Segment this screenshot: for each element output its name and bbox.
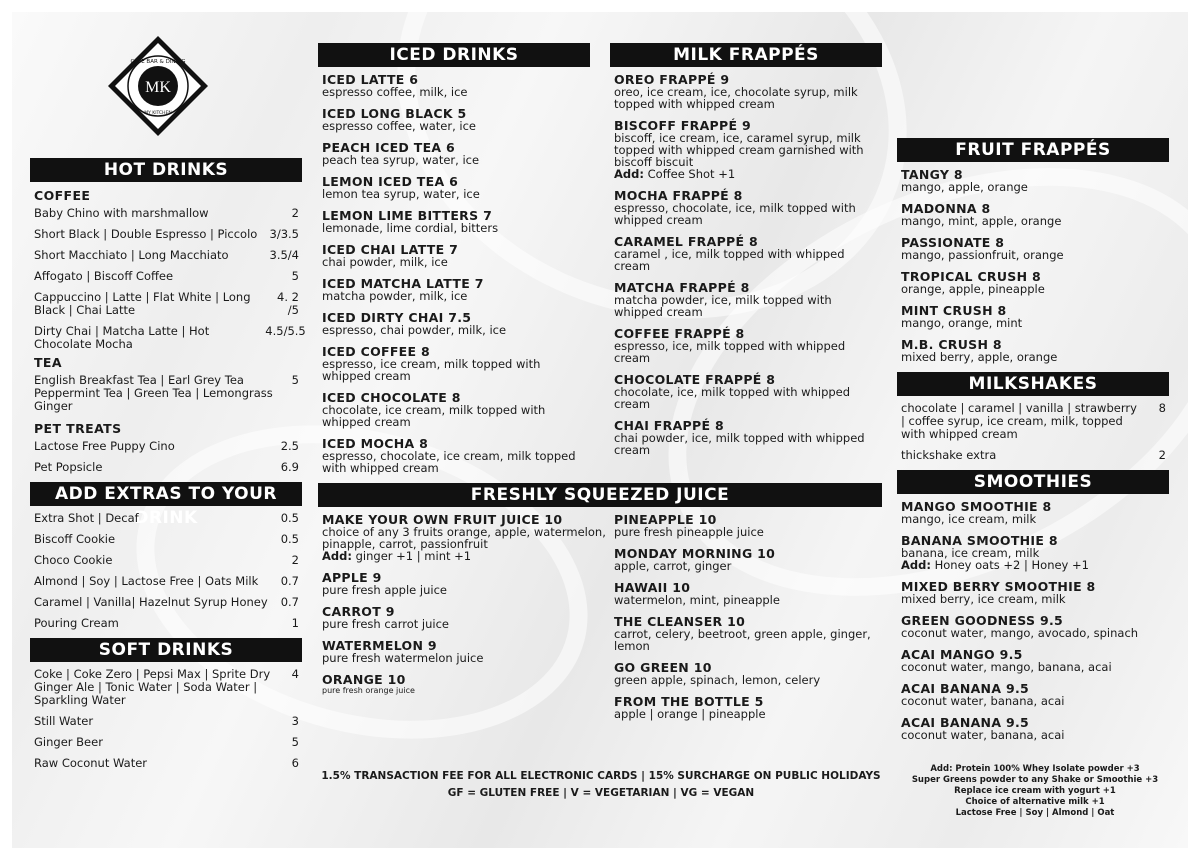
menu-item bbox=[318, 639, 610, 664]
menu-item bbox=[897, 716, 1169, 741]
menu-item bbox=[897, 500, 1169, 525]
tea-list bbox=[30, 374, 302, 413]
item-name: MAKE YOUR OWN FRUIT JUICE 10 bbox=[322, 512, 563, 527]
item-name: Almond | Soy | Lactose Free | Oats Milk bbox=[34, 574, 259, 588]
item-name: THE CLEANSER 10 bbox=[614, 614, 746, 629]
menu-item bbox=[610, 189, 882, 226]
smoothies-banner: SMOOTHIES bbox=[897, 470, 1169, 494]
menu-item bbox=[897, 682, 1169, 707]
smoothies-list bbox=[897, 500, 1169, 741]
item-name: ORANGE 10 bbox=[322, 672, 406, 687]
menu-item bbox=[610, 547, 882, 572]
menu-item bbox=[897, 304, 1169, 329]
addon-label: Add: bbox=[322, 549, 352, 563]
iced-drinks-list bbox=[318, 73, 590, 474]
item-name: Baby Chino with marshmallow bbox=[34, 206, 209, 220]
fruit-frappes-banner: FRUIT FRAPPÉS bbox=[897, 138, 1169, 162]
item-description: pure fresh pineapple juice bbox=[614, 525, 764, 539]
item-name: HAWAII 10 bbox=[614, 580, 691, 595]
menu-row bbox=[30, 228, 302, 241]
menu-row bbox=[30, 533, 302, 546]
logo-initials: MK bbox=[145, 79, 171, 96]
addon-text: Honey oats +2 | Honey +1 bbox=[934, 558, 1089, 572]
item-name: Cappuccino | Latte | Flat White | Long Black | Chai Latte bbox=[34, 290, 251, 317]
item-description: coconut water, mango, banana, acai bbox=[901, 660, 1112, 674]
item-description: oreo, ice cream, ice, chocolate syrup, milk topped with whipped cream bbox=[614, 85, 858, 111]
item-description: watermelon, mint, pineapple bbox=[614, 593, 780, 607]
item-price: 3 bbox=[291, 714, 299, 728]
item-name: MINT CRUSH 8 bbox=[901, 303, 1007, 318]
item-description: chocolate, ice, milk topped with whipped cream bbox=[614, 385, 851, 411]
item-name: MADONNA 8 bbox=[901, 201, 991, 216]
item-name: OREO FRAPPÉ 9 bbox=[614, 72, 730, 87]
menu-item bbox=[897, 168, 1169, 193]
item-name: Choco Cookie bbox=[34, 553, 113, 567]
item-description: coconut water, mango, avocado, spinach bbox=[901, 626, 1139, 640]
item-description: biscoff, ice cream, ice, caramel syrup, milk topped with whipped cream garnished with biscoff biscuit bbox=[614, 131, 864, 169]
menu-item bbox=[610, 327, 882, 364]
menu-item bbox=[897, 614, 1169, 639]
item-name: FROM THE BOTTLE 5 bbox=[614, 694, 764, 709]
menu-item bbox=[610, 73, 882, 110]
item-description: chai powder, ice, milk topped with whipped cream bbox=[614, 431, 865, 457]
item-price: 4 bbox=[291, 667, 299, 681]
item-description: espresso, chocolate, ice cream, milk topped with whipped cream bbox=[322, 449, 576, 475]
item-price: 4. 2 /5 bbox=[277, 290, 299, 317]
milkshakes-banner: MILKSHAKES bbox=[897, 372, 1169, 396]
juice-list-right bbox=[610, 513, 882, 729]
menu-item bbox=[318, 277, 590, 302]
menu-item bbox=[610, 581, 882, 606]
addon-line: Super Greens powder to any Shake or Smoothie +3 bbox=[911, 775, 1159, 785]
item-price: 5 bbox=[291, 269, 299, 283]
menu-row bbox=[30, 207, 302, 220]
menu-row bbox=[30, 440, 302, 453]
menu-row bbox=[30, 249, 302, 262]
item-name: TANGY 8 bbox=[901, 167, 963, 182]
addon-label: Add: bbox=[901, 558, 931, 572]
item-price: 1 bbox=[291, 616, 299, 630]
menu-row bbox=[30, 270, 302, 283]
item-name: MANGO SMOOTHIE 8 bbox=[901, 499, 1052, 514]
item-name: CHOCOLATE FRAPPÉ 8 bbox=[614, 372, 776, 387]
item-description: espresso coffee, water, ice bbox=[322, 119, 477, 133]
item-description: peach tea syrup, water, ice bbox=[322, 153, 480, 167]
item-name: COFFEE FRAPPÉ 8 bbox=[614, 326, 745, 341]
item-description: pure fresh apple juice bbox=[322, 583, 447, 597]
logo-ring-text: CAFE BAR & DINING bbox=[130, 59, 186, 65]
item-name: Pet Popsicle bbox=[34, 460, 103, 474]
left-column bbox=[30, 158, 306, 778]
menu-item bbox=[318, 107, 590, 132]
milkshakes-list bbox=[897, 402, 1169, 462]
footer-notes bbox=[318, 768, 884, 802]
item-price: 0.5 bbox=[280, 511, 299, 525]
item-name: ICED DIRTY CHAI 7.5 bbox=[322, 310, 472, 325]
addon-label: Add: bbox=[614, 167, 644, 181]
item-description: mango, passionfruit, orange bbox=[901, 248, 1064, 262]
menu-row bbox=[30, 575, 302, 588]
item-description: caramel , ice, milk topped with whipped cream bbox=[614, 247, 845, 273]
item-name: ICED MATCHA LATTE 7 bbox=[322, 276, 484, 291]
item-price: 8 bbox=[1158, 401, 1166, 415]
item-description: espresso, ice, milk topped with whipped cream bbox=[614, 339, 846, 365]
item-description: espresso coffee, milk, ice bbox=[322, 85, 468, 99]
item-description: lemonade, lime cordial, bitters bbox=[322, 221, 499, 235]
item-price: 6.9 bbox=[280, 460, 299, 474]
pet-treats-heading: PET TREATS bbox=[34, 421, 122, 436]
milk-frappes-list bbox=[610, 73, 882, 456]
juice-columns bbox=[318, 513, 882, 729]
item-price: 3/3.5 bbox=[269, 227, 299, 241]
item-description: mango, ice cream, milk bbox=[901, 512, 1037, 526]
addon-text: ginger +1 | mint +1 bbox=[355, 549, 472, 563]
menu-item bbox=[318, 513, 610, 562]
soft-drinks-banner: SOFT DRINKS bbox=[30, 638, 302, 662]
menu-row bbox=[897, 402, 1169, 441]
item-price: 4.5/5.5 bbox=[265, 324, 306, 338]
item-name: MIXED BERRY SMOOTHIE 8 bbox=[901, 579, 1096, 594]
item-description: mango, mint, apple, orange bbox=[901, 214, 1062, 228]
coffee-list bbox=[30, 206, 306, 351]
item-description: pure fresh watermelon juice bbox=[322, 651, 484, 665]
item-name: Short Macchiato | Long Macchiato bbox=[34, 248, 229, 262]
menu-item bbox=[318, 391, 590, 428]
menu-item bbox=[897, 580, 1169, 605]
item-price: 2 bbox=[291, 206, 299, 220]
item-name: chocolate | caramel | vanilla | strawberry | coffee syrup, ice cream, milk, topped with whipped cream bbox=[901, 401, 1137, 441]
menu-item bbox=[610, 695, 882, 720]
soft-drinks-list bbox=[30, 668, 302, 770]
item-name: M.B. CRUSH 8 bbox=[901, 337, 1002, 352]
fruit-frappes-list bbox=[897, 168, 1169, 363]
item-name: Lactose Free Puppy Cino bbox=[34, 439, 175, 453]
menu-row bbox=[30, 668, 302, 707]
item-name: PEACH ICED TEA 6 bbox=[322, 140, 456, 155]
item-name: LEMON LIME BITTERS 7 bbox=[322, 208, 493, 223]
item-description: orange, apple, pineapple bbox=[901, 282, 1045, 296]
item-name: ICED COFFEE 8 bbox=[322, 344, 430, 359]
item-description: espresso, chai powder, milk, ice bbox=[322, 323, 507, 337]
juice-banner: FRESHLY SQUEEZED JUICE bbox=[318, 483, 882, 507]
item-description: apple, carrot, ginger bbox=[614, 559, 732, 573]
item-description: espresso, chocolate, ice, milk topped with whipped cream bbox=[614, 201, 856, 227]
menu-item bbox=[318, 141, 590, 166]
item-name: ICED LATTE 6 bbox=[322, 72, 419, 87]
addon-text: Coffee Shot +1 bbox=[647, 167, 736, 181]
menu-row bbox=[897, 449, 1169, 462]
footer-diet-legend: GF = GLUTEN FREE | V = VEGETARIAN | VG = VEGAN bbox=[447, 787, 755, 799]
menu-item bbox=[610, 235, 882, 272]
item-name: ACAI BANANA 9.5 bbox=[901, 681, 1029, 696]
item-description: mango, apple, orange bbox=[901, 180, 1028, 194]
item-name: LEMON ICED TEA 6 bbox=[322, 174, 459, 189]
menu-item bbox=[610, 281, 882, 318]
item-price: 6 bbox=[291, 756, 299, 770]
item-name: Caramel | Vanilla| Hazelnut Syrup Honey bbox=[34, 595, 268, 609]
item-name: Coke | Coke Zero | Pepsi Max | Sprite Dry Ginger Ale | Tonic Water | Soda Water | Sparkling Water bbox=[34, 667, 271, 707]
addon-line: Lactose Free | Soy | Almond | Oat bbox=[955, 808, 1115, 818]
item-price: 2 bbox=[1158, 448, 1166, 462]
item-description: banana, ice cream, milk bbox=[901, 546, 1040, 560]
menu-row bbox=[30, 554, 302, 567]
menu-item bbox=[897, 534, 1169, 571]
item-description: chocolate, ice cream, milk topped with whipped cream bbox=[322, 403, 546, 429]
menu-item bbox=[610, 119, 882, 180]
item-name: ICED CHAI LATTE 7 bbox=[322, 242, 459, 257]
iced-drinks-banner: ICED DRINKS bbox=[318, 43, 590, 67]
item-name: Still Water bbox=[34, 714, 94, 728]
item-name: ICED CHOCOLATE 8 bbox=[322, 390, 461, 405]
addon-line: Add: Protein 100% Whey Isolate powder +3 bbox=[930, 764, 1140, 774]
menu-item bbox=[318, 243, 590, 268]
restaurant-logo bbox=[106, 34, 210, 138]
item-name: CARROT 9 bbox=[322, 604, 395, 619]
menu-item bbox=[897, 338, 1169, 363]
item-name: BISCOFF FRAPPÉ 9 bbox=[614, 118, 751, 133]
menu-item bbox=[318, 673, 610, 696]
menu-row bbox=[30, 461, 302, 474]
addon-line: Replace ice cream with yogurt +1 bbox=[954, 786, 1116, 796]
menu-row bbox=[30, 757, 302, 770]
item-name: English Breakfast Tea | Earl Grey Tea Peppermint Tea | Green Tea | Lemongrass Ginger bbox=[34, 373, 273, 413]
menu-item bbox=[610, 373, 882, 410]
item-price: 5 bbox=[291, 373, 299, 387]
menu-item bbox=[318, 605, 610, 630]
item-name: CHAI FRAPPÉ 8 bbox=[614, 418, 724, 433]
menu-item bbox=[897, 202, 1169, 227]
item-description: mixed berry, apple, orange bbox=[901, 350, 1058, 364]
menu-item bbox=[897, 648, 1169, 673]
item-addon bbox=[901, 559, 1165, 571]
item-name: MATCHA FRAPPÉ 8 bbox=[614, 280, 750, 295]
menu-row bbox=[30, 715, 302, 728]
item-name: TROPICAL CRUSH 8 bbox=[901, 269, 1042, 284]
item-name: GREEN GOODNESS 9.5 bbox=[901, 613, 1064, 628]
menu-item bbox=[318, 311, 590, 336]
item-price: 3.5/4 bbox=[269, 248, 299, 262]
menu-item bbox=[318, 437, 590, 474]
item-description: matcha powder, ice, milk topped with whipped cream bbox=[614, 293, 832, 319]
item-price: 2 bbox=[291, 553, 299, 567]
menu-item bbox=[318, 571, 610, 596]
item-name: ACAI BANANA 9.5 bbox=[901, 715, 1029, 730]
item-name: Dirty Chai | Matcha Latte | Hot Chocolate Mocha bbox=[34, 324, 210, 351]
item-addon bbox=[614, 168, 878, 180]
item-name: PASSIONATE 8 bbox=[901, 235, 1005, 250]
pet-treats-list bbox=[30, 440, 302, 474]
menu-item bbox=[610, 419, 882, 456]
item-name: Extra Shot | Decaf bbox=[34, 511, 139, 525]
item-price: 0.5 bbox=[280, 532, 299, 546]
item-name: thickshake extra bbox=[901, 448, 997, 462]
item-name: WATERMELON 9 bbox=[322, 638, 437, 653]
item-addon bbox=[322, 550, 606, 562]
item-name: ACAI MANGO 9.5 bbox=[901, 647, 1023, 662]
menu-row bbox=[30, 291, 302, 317]
item-name: Short Black | Double Espresso | Piccolo bbox=[34, 227, 258, 241]
item-name: Pouring Cream bbox=[34, 616, 119, 630]
menu-item bbox=[318, 73, 590, 98]
menu-item bbox=[897, 236, 1169, 261]
menu-row bbox=[30, 617, 302, 630]
item-name: CARAMEL FRAPPÉ 8 bbox=[614, 234, 758, 249]
menu-item bbox=[318, 209, 590, 234]
item-name: MONDAY MORNING 10 bbox=[614, 546, 776, 561]
smoothie-addons bbox=[900, 764, 1170, 819]
milk-frappes-column bbox=[610, 43, 882, 465]
item-description: mixed berry, ice cream, milk bbox=[901, 592, 1066, 606]
item-price: 0.7 bbox=[280, 595, 299, 609]
hot-drinks-banner: HOT DRINKS bbox=[30, 158, 302, 182]
item-name: APPLE 9 bbox=[322, 570, 382, 585]
coffee-heading: COFFEE bbox=[34, 188, 91, 203]
item-description: green apple, spinach, lemon, celery bbox=[614, 673, 821, 687]
item-description: apple | orange | pineapple bbox=[614, 707, 766, 721]
item-description: lemon tea syrup, water, ice bbox=[322, 187, 480, 201]
addon-line: Choice of alternative milk +1 bbox=[965, 797, 1105, 807]
item-name: Biscoff Cookie bbox=[34, 532, 116, 546]
item-name: Raw Coconut Water bbox=[34, 756, 148, 770]
menu-item bbox=[897, 270, 1169, 295]
extras-banner: ADD EXTRAS TO YOUR DRINK bbox=[30, 482, 302, 506]
item-name: Affogato | Biscoff Coffee bbox=[34, 269, 174, 283]
item-description: pure fresh orange juice bbox=[322, 686, 415, 695]
item-description: coconut water, banana, acai bbox=[901, 728, 1065, 742]
item-price: 2.5 bbox=[280, 439, 299, 453]
menu-item bbox=[610, 513, 882, 538]
item-name: ICED MOCHA 8 bbox=[322, 436, 429, 451]
menu-row bbox=[30, 596, 302, 609]
item-price: 5 bbox=[291, 735, 299, 749]
item-description: chai powder, milk, ice bbox=[322, 255, 448, 269]
item-description: pure fresh carrot juice bbox=[322, 617, 449, 631]
menu-item bbox=[610, 615, 882, 652]
item-name: GO GREEN 10 bbox=[614, 660, 712, 675]
item-description: carrot, celery, beetroot, green apple, ginger, lemon bbox=[614, 627, 871, 653]
item-description: matcha powder, milk, ice bbox=[322, 289, 468, 303]
item-name: MOCHA FRAPPÉ 8 bbox=[614, 188, 743, 203]
logo-bottom-text: MY KITCHEN bbox=[144, 111, 172, 116]
item-description: choice of any 3 fruits orange, apple, watermelon, pinapple, carrot, passionfruit bbox=[322, 525, 606, 551]
item-name: ICED LONG BLACK 5 bbox=[322, 106, 467, 121]
item-description: espresso, ice cream, milk topped with whipped cream bbox=[322, 357, 541, 383]
item-name: BANANA SMOOTHIE 8 bbox=[901, 533, 1058, 548]
tea-heading: TEA bbox=[34, 355, 62, 370]
menu-row bbox=[30, 374, 302, 413]
item-name: Ginger Beer bbox=[34, 735, 103, 749]
menu-item bbox=[318, 175, 590, 200]
milk-frappes-banner: MILK FRAPPÉS bbox=[610, 43, 882, 67]
iced-drinks-column bbox=[318, 43, 590, 483]
juice-list-left bbox=[318, 513, 610, 729]
item-name: PINEAPPLE 10 bbox=[614, 512, 717, 527]
juice-section bbox=[318, 483, 882, 729]
right-column bbox=[897, 138, 1169, 750]
menu-item bbox=[318, 345, 590, 382]
menu-row bbox=[30, 736, 302, 749]
menu-row bbox=[30, 324, 306, 351]
item-price: 0.7 bbox=[280, 574, 299, 588]
item-description: coconut water, banana, acai bbox=[901, 694, 1065, 708]
menu-item bbox=[610, 661, 882, 686]
footer-fee-note: 1.5% TRANSACTION FEE FOR ALL ELECTRONIC CARDS | 15% SURCHARGE ON PUBLIC HOLIDAYS bbox=[321, 770, 881, 782]
item-description: mango, orange, mint bbox=[901, 316, 1023, 330]
